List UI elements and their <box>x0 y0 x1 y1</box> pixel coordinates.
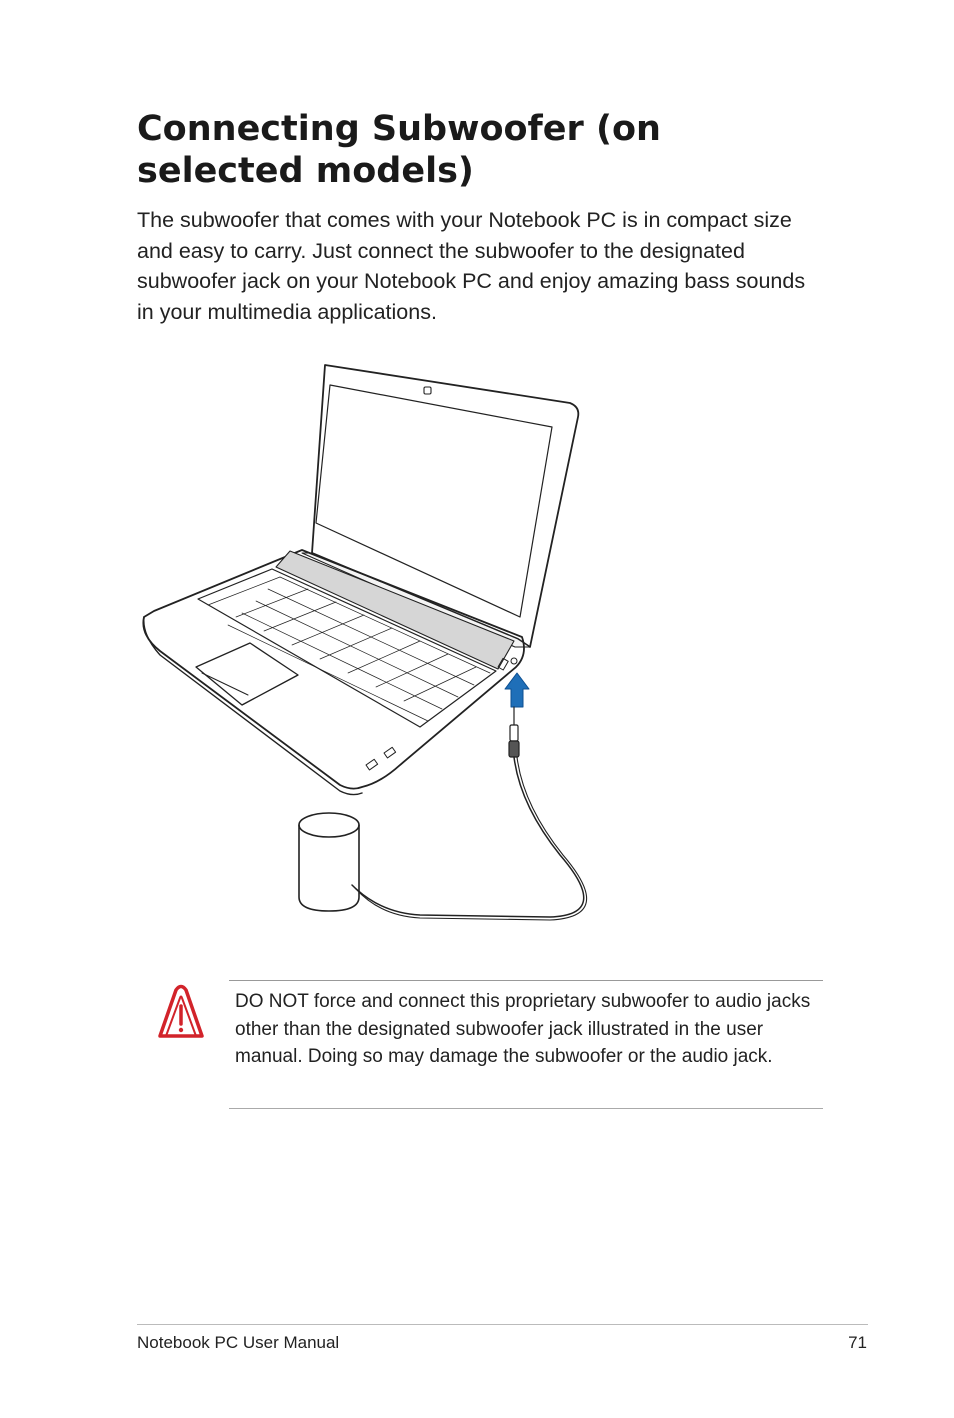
footer-rule <box>137 1324 868 1325</box>
intro-paragraph: The subwoofer that comes with your Notebook PC is in compact size and easy to carry. Just connect the subwoofer to the designated subwoofer jack on your Notebook PC and enjoy amazing bass sounds in your multimedia applications. <box>137 208 806 324</box>
audio-cable <box>352 757 584 917</box>
warning-top-rule <box>229 980 823 981</box>
warning-triangle-icon <box>156 984 206 1042</box>
warning-text: DO NOT force and connect this proprietary subwoofer to audio jacks other than the designated subwoofer jack illustrated in the user manual. Doing so may damage the subwoofer or the audio jack. <box>235 991 811 1068</box>
notebook-pc <box>143 365 578 795</box>
footer-manual-name: Notebook PC User Manual <box>137 1333 340 1352</box>
warning-bottom-rule <box>229 1108 823 1109</box>
audio-plug <box>509 707 519 757</box>
page-title: Connecting Subwoofer (on selected models) <box>137 109 661 191</box>
subwoofer <box>299 813 359 911</box>
up-arrow <box>505 673 529 707</box>
subwoofer-connection-illustration <box>130 355 630 925</box>
footer-page-number: 71 <box>848 1333 867 1352</box>
